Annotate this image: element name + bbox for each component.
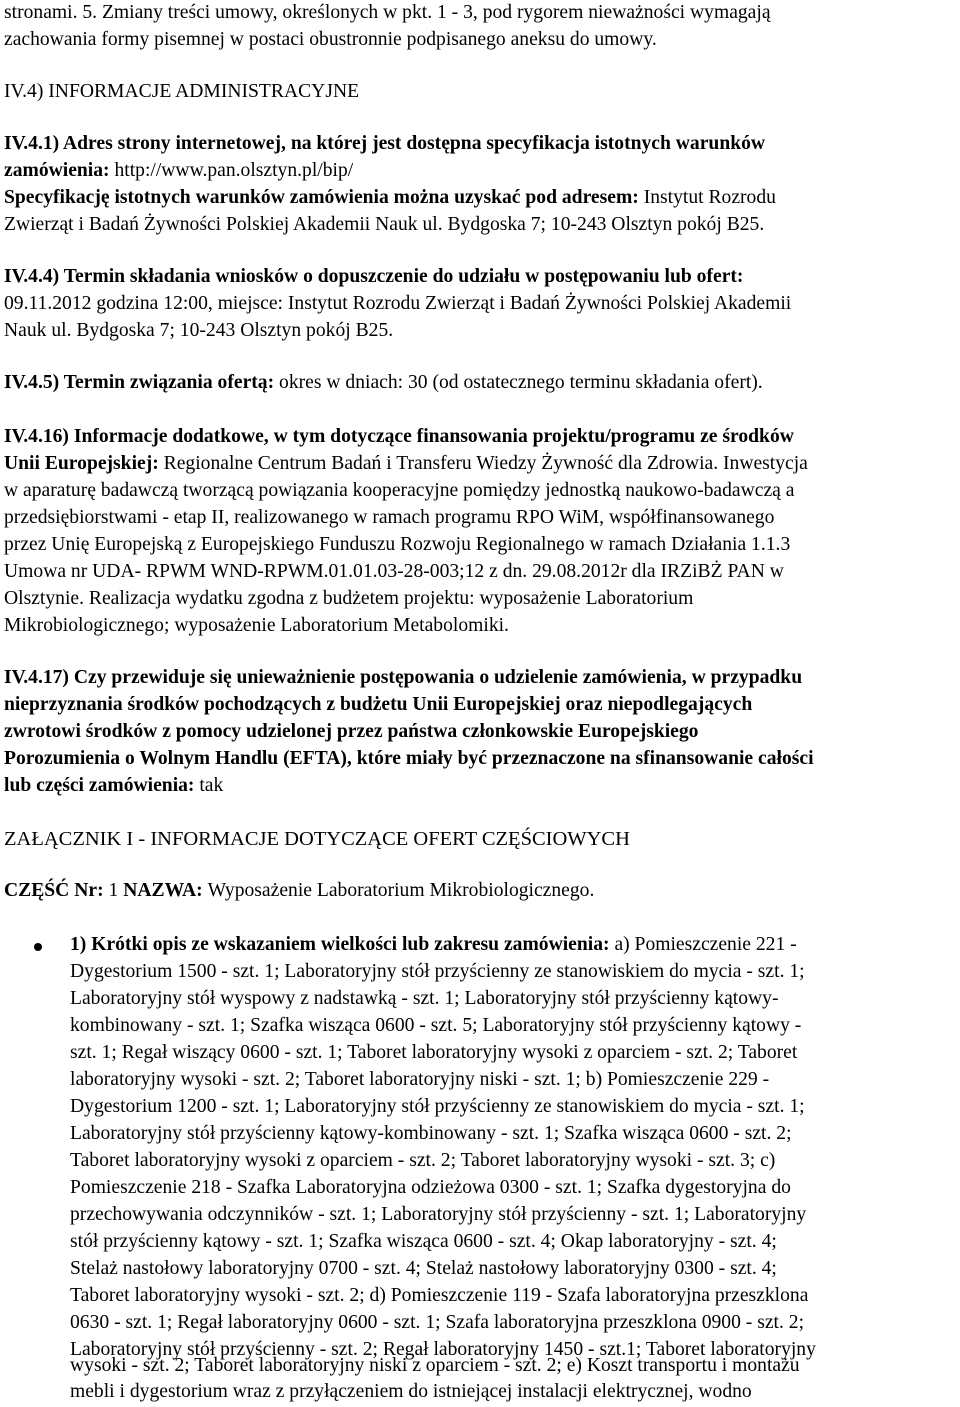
section-iv416-line-4: [4, 505, 774, 532]
desc-line-9: [70, 1148, 775, 1175]
desc-line-2: [70, 959, 805, 986]
text: mebli i dygestorium wraz z przyłączeniem do istniejącej instalacji elektrycznej, wodno: [70, 1381, 752, 1402]
section-iv416-line-8: [4, 613, 509, 640]
label: zamówienia:: [4, 160, 115, 181]
text: Stelaż nastołowy laboratoryjny 0700 - szt. 4; Stelaż nastołowy laboratoryjny 0300 - szt. 4;: [70, 1258, 777, 1279]
section-iv41-title: [4, 131, 765, 158]
text: Taboret laboratoryjny wysoki z oparciem - szt. 2; Taboret laboratoryjny wysoki - szt. 3; c): [70, 1150, 776, 1171]
section-iv416-line-6: [4, 559, 784, 586]
section-iv416-title: [4, 424, 794, 451]
text: Laboratoryjny stół wyspowy z nadstawką - szt. 1; Laboratoryjny stół przyścienny kątowy-: [70, 988, 779, 1009]
text: kombinowany - szt. 1; Szafka wisząca 0600 - szt. 5; Laboratoryjny stół przyścienny kątowy -: [70, 1015, 802, 1036]
desc-line-3: [70, 986, 778, 1013]
section-iv41-url-line: [4, 158, 353, 185]
text: stronami. 5. Zmiany treści umowy, określonych w pkt. 1 - 3, pod rygorem nieważności wymagają: [4, 2, 771, 23]
part-number: 1: [108, 880, 124, 901]
section-iv416-line-7: [4, 586, 693, 613]
section-iv417-line-3: [4, 719, 698, 746]
desc-line-1: [70, 932, 797, 959]
text: Olsztynie. Realizacja wydatku zgodna z budżetem projektu: wyposażenie Laboratorium: [4, 588, 694, 609]
desc-line-13: [70, 1256, 777, 1283]
section-iv44-title: [4, 264, 743, 291]
text: zachowania formy pisemnej w postaci obustronnie podpisanego aneksu do umowy.: [4, 29, 657, 50]
spec-address-line-2: [4, 212, 764, 239]
text: Pomieszczenie 218 - Szafka Laboratoryjna odzieżowa 0300 - szt. 1; Szafka dygestoryjna do: [70, 1177, 791, 1198]
text: Taboret laboratoryjny wysoki - szt. 2; d) Pomieszczenie 119 - Szafa laboratoryjna przeszklona: [70, 1285, 809, 1306]
text: Dygestorium 1200 - szt. 1; Laboratoryjny stół przyścienny ze stanowiskiem do mycia - szt. 1;: [70, 1096, 805, 1117]
section-header-administrative: [4, 79, 359, 106]
text: przedsiębiorstwami - etap II, realizowanego w ramach programu RPO WiM, współfinansowanego: [4, 507, 775, 528]
section-iv416-line-2: [4, 451, 808, 478]
text-line-contract-changes: [4, 0, 771, 27]
website-link[interactable]: http://www.pan.olsztyn.pl/bip/: [114, 160, 354, 181]
desc-line-5: [70, 1040, 797, 1067]
section-iv417-line-5: [4, 773, 223, 800]
section-iv417-line-2: [4, 692, 752, 719]
text: IV.4.1) Adres strony internetowej, na której jest dostępna specyfikacja istotnych warunków: [4, 133, 766, 154]
part-name: Wyposażenie Laboratorium Mikrobiologicznego.: [207, 880, 595, 901]
text: przechowywania odczynników - szt. 1; Laboratoryjny stół przyścienny - szt. 1; Laboratoryjny: [70, 1204, 807, 1225]
desc-line-17: [70, 1353, 800, 1380]
desc-line-10: [70, 1175, 791, 1202]
desc-line-8: [70, 1121, 792, 1148]
text: Dygestorium 1500 - szt. 1; Laboratoryjny stół przyścienny ze stanowiskiem do mycia - szt. 1;: [70, 961, 805, 982]
text: przez Unię Europejską z Europejskiego Funduszu Rozwoju Regionalnego w ramach Działania 1.1.3: [4, 534, 791, 555]
value: okres w dniach: 30 (od ostatecznego terminu składania ofert).: [279, 372, 763, 393]
section-iv44-value-2: [4, 318, 393, 345]
text: stół przyścienny kątowy - szt. 1; Szafka wisząca 0600 - szt. 4; Okap laboratoryjny - szt. 4;: [70, 1231, 777, 1252]
desc-line-15: [70, 1310, 804, 1337]
text: laboratoryjny wysoki - szt. 2; Taboret laboratoryjny niski - szt. 1; b) Pomieszczenie 229 -: [70, 1069, 770, 1090]
text: Mikrobiologicznego; wyposażenie Laboratorium Metabolomiki.: [4, 615, 509, 636]
value: a) Pomieszczenie 221 -: [614, 934, 797, 955]
label: lub części zamówienia:: [4, 775, 200, 796]
label: Specyfikację istotnych warunków zamówienia można uzyskać pod adresem:: [4, 187, 644, 208]
desc-line-7: [70, 1094, 805, 1121]
value: 09.11.2012 godzina 12:00, miejsce: Instytut Rozrodu Zwierząt i Badań Żywności Polskiej Akademii: [4, 293, 792, 314]
text: szt. 1; Regał wiszący 0600 - szt. 1; Taboret laboratoryjny wysoki z oparciem - szt. 2; Taboret: [70, 1042, 798, 1063]
desc-line-14: [70, 1283, 808, 1310]
text: 0630 - szt. 1; Regał laboratoryjny 0600 - szt. 1; Szafa laboratoryjna przeszklona 0900 - szt. 2;: [70, 1312, 805, 1333]
text: IV.4.16) Informacje dodatkowe, w tym dotyczące finansowania projektu/programu ze środków: [4, 426, 794, 447]
part-heading: [4, 878, 594, 905]
value: Zwierząt i Badań Żywności Polskiej Akademii Nauk ul. Bydgoska 7; 10-243 Olsztyn pokój B25.: [4, 214, 765, 235]
text: wysoki - szt. 2; Taboret laboratoryjny niski z oparciem - szt. 2; e) Koszt transportu i montażu: [70, 1355, 800, 1376]
section-iv417-line-4: [4, 746, 814, 773]
desc-line-11: [70, 1202, 806, 1229]
desc-line-4: [70, 1013, 801, 1040]
text: Porozumienia o Wolnym Handlu (EFTA), które miały być przeznaczone na sfinansowanie całości: [4, 748, 814, 769]
text: zwrotowi środków z pomocy udzielonej przez państwa członkowskie Europejskiego: [4, 721, 699, 742]
text: w aparaturę badawczą tworzącą powiązania kooperacyjne pomiędzy jednostką naukowo-badawczą a: [4, 480, 795, 501]
text: Laboratoryjny stół przyścienny - szt. 2; Regał laboratoryjny 1450 - szt.1; Taboret laboratoryjny: [70, 1339, 816, 1360]
spec-address-line: [4, 185, 776, 212]
text: nieprzyznania środków pochodzących z budżetu Unii Europejskiej oraz niepodlegających: [4, 694, 753, 715]
annex-title: [4, 826, 630, 853]
section-iv45: [4, 370, 763, 397]
desc-line-12: [70, 1229, 777, 1256]
text: ZAŁĄCZNIK I - INFORMACJE DOTYCZĄCE OFERT CZĘŚCIOWYCH: [4, 828, 630, 850]
text: Umowa nr UDA- RPWM WND-RPWM.01.01.03-28-003;12 z dn. 29.08.2012r dla IRZiBŻ PAN w: [4, 561, 784, 582]
name-label: NAZWA:: [123, 880, 208, 901]
text-line-contract-form: [4, 27, 657, 54]
section-iv416-line-3: [4, 478, 794, 505]
desc-line-18: [70, 1379, 752, 1406]
label: 1) Krótki opis ze wskazaniem wielkości lub zakresu zamówienia:: [70, 934, 615, 955]
answer-value: tak: [199, 775, 224, 796]
label: Unii Europejskiej:: [4, 453, 164, 474]
section-iv416-line-5: [4, 532, 790, 559]
value: Nauk ul. Bydgoska 7; 10-243 Olsztyn pokój B25.: [4, 320, 394, 341]
desc-line-6: [70, 1067, 769, 1094]
text: IV.4) INFORMACJE ADMINISTRACYJNE: [4, 81, 360, 102]
text: Laboratoryjny stół przyścienny kątowy-kombinowany - szt. 1; Szafka wisząca 0600 - szt. 2;: [70, 1123, 792, 1144]
text: IV.4.4) Termin składania wniosków o dopuszczenie do udziału w postępowaniu lub ofert:: [4, 266, 744, 287]
bullet-icon: [34, 943, 42, 951]
section-iv417-line-1: [4, 665, 802, 692]
value: Regionalne Centrum Badań i Transferu Wiedzy Żywność dla Zdrowia. Inwestycja: [163, 453, 808, 474]
part-label: CZĘŚĆ Nr:: [4, 880, 109, 901]
section-iv44-value: [4, 291, 791, 318]
value: Instytut Rozrodu: [643, 187, 776, 208]
label: IV.4.5) Termin związania ofertą:: [4, 372, 280, 393]
text: IV.4.17) Czy przewiduje się unieważnienie postępowania o udzielenie zamówienia, w przypadku: [4, 667, 803, 688]
